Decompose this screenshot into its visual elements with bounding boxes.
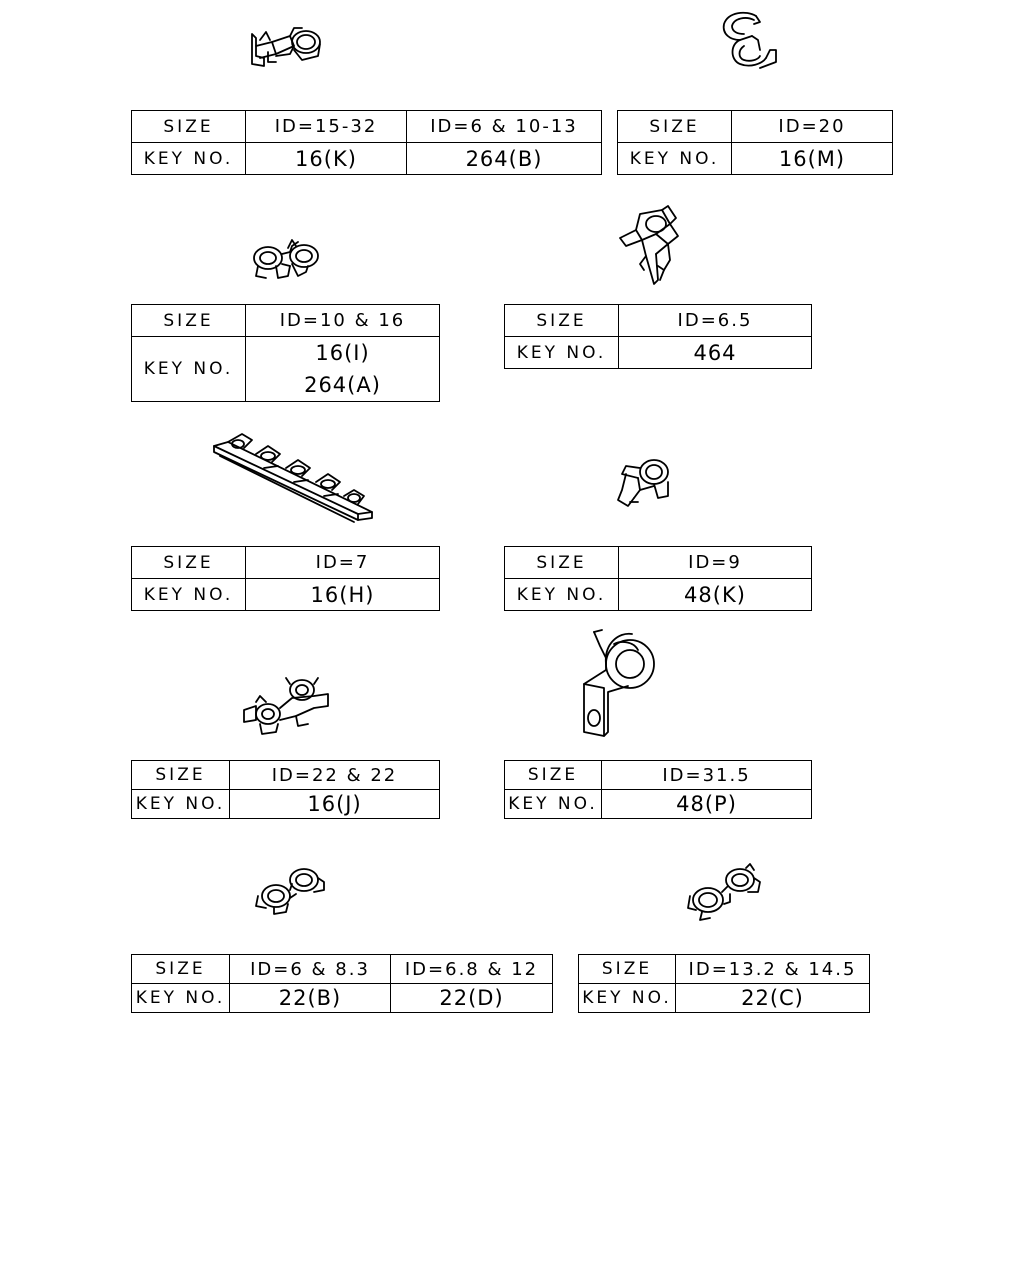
key-no-value: 264(B) — [407, 143, 602, 175]
size-label: SIZE — [132, 761, 230, 790]
key-no-label: KEY NO. — [132, 579, 246, 611]
size-value: ID=6.8 & 12 — [391, 955, 553, 984]
size-label: SIZE — [505, 305, 619, 337]
size-label: SIZE — [579, 955, 676, 984]
key-no-label: KEY NO. — [132, 790, 230, 819]
key-no-value: 48(K) — [619, 579, 812, 611]
twin-pipe-clip-icon — [248, 236, 328, 286]
key-no-label: KEY NO. — [505, 790, 602, 819]
key-no-label: KEY NO. — [505, 337, 619, 369]
spec-table — [504, 760, 812, 819]
key-no-label: KEY NO. — [132, 143, 246, 175]
double-pipe-holder-icon — [240, 672, 336, 740]
size-value: ID=13.2 & 14.5 — [676, 955, 870, 984]
key-no-value: 464 — [619, 337, 812, 369]
key-no-value: 22(B) — [230, 984, 391, 1013]
size-label: SIZE — [132, 111, 246, 143]
size-value: ID=31.5 — [602, 761, 812, 790]
l-bracket-clamp-icon — [578, 628, 660, 740]
key-no-label: KEY NO. — [618, 143, 732, 175]
key-no-label: KEY NO. — [132, 337, 246, 402]
size-label: SIZE — [505, 761, 602, 790]
size-value: ID=6 & 10-13 — [407, 111, 602, 143]
key-no-value: 16(K) — [246, 143, 407, 175]
key-no-value: 16(M) — [732, 143, 893, 175]
key-no-line: 264(A) — [304, 373, 381, 397]
spec-table — [131, 110, 602, 175]
spec-table — [131, 304, 440, 402]
size-label: SIZE — [132, 955, 230, 984]
dual-ring-offset-clip-icon — [684, 862, 764, 924]
size-label: SIZE — [505, 547, 619, 579]
spec-table — [578, 954, 870, 1013]
spec-table — [617, 110, 893, 175]
key-no-label: KEY NO. — [505, 579, 619, 611]
key-no-line: 16(I) — [315, 341, 370, 365]
size-label: SIZE — [132, 547, 246, 579]
key-no-value: 48(P) — [602, 790, 812, 819]
size-value: ID=20 — [732, 111, 893, 143]
key-no-value: 16(H) — [246, 579, 440, 611]
spec-table — [504, 304, 812, 369]
spec-table — [131, 546, 440, 611]
push-pin-clip-icon — [612, 204, 692, 288]
key-no-value: 16(J) — [230, 790, 440, 819]
spec-table — [504, 546, 812, 611]
size-value: ID=7 — [246, 547, 440, 579]
multi-tube-rail-clip-icon — [208, 430, 380, 534]
size-label: SIZE — [132, 305, 246, 337]
key-no-value — [246, 337, 440, 402]
size-value: ID=9 — [619, 547, 812, 579]
size-value: ID=10 & 16 — [246, 305, 440, 337]
dual-ring-clip-icon — [252, 862, 330, 920]
key-no-label: KEY NO. — [132, 984, 230, 1013]
size-value: ID=6.5 — [619, 305, 812, 337]
size-label: SIZE — [618, 111, 732, 143]
single-tube-clip-icon — [610, 456, 676, 512]
spec-table — [131, 954, 553, 1013]
key-no-value: 22(D) — [391, 984, 553, 1013]
key-no-value: 22(C) — [676, 984, 870, 1013]
size-value: ID=6 & 8.3 — [230, 955, 391, 984]
spec-table — [131, 760, 440, 819]
c-ring-clip-icon — [716, 6, 782, 78]
key-no-label: KEY NO. — [579, 984, 676, 1013]
size-value: ID=15-32 — [246, 111, 407, 143]
size-value: ID=22 & 22 — [230, 761, 440, 790]
double-hose-clip-icon — [246, 22, 328, 72]
